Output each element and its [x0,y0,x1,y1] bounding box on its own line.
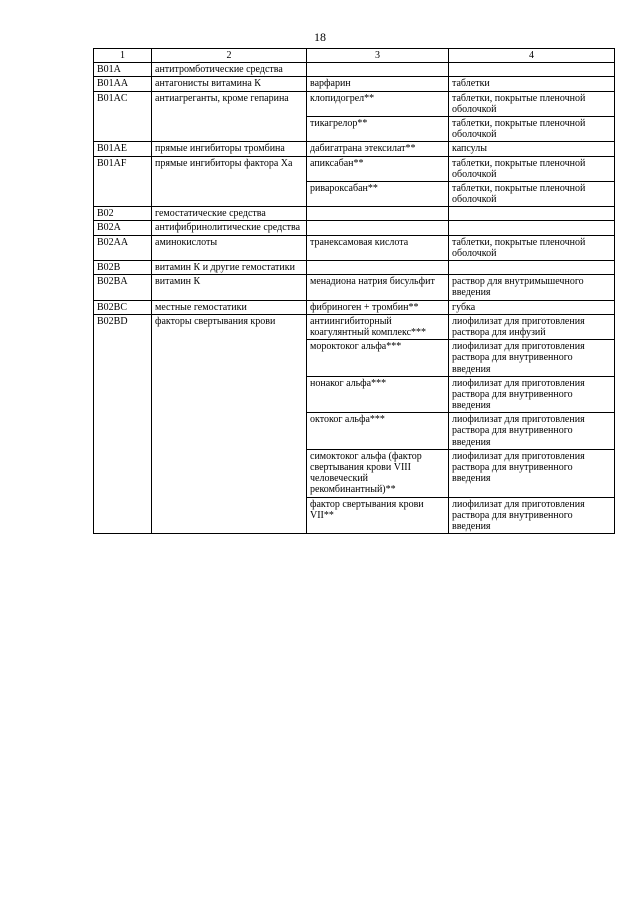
table-header-row [94,49,615,63]
dosage-form-cell: раствор для внутримышечного введения [449,275,615,300]
drug-name-cell: тикагрелор** [307,116,449,141]
table-row [94,221,615,235]
group-name-cell: прямые ингибиторы тромбина [152,142,307,156]
table-row [94,142,615,156]
group-name-cell: аминокислоты [152,235,307,260]
dosage-form-cell: таблетки, покрытые пленочной оболочкой [449,181,615,206]
group-name-cell: прямые ингибиторы фактора Ха [152,156,307,207]
drug-name-cell [307,207,449,221]
atc-code-cell: B01AF [94,156,152,207]
drug-name-cell [307,63,449,77]
dosage-form-cell: таблетки, покрытые пленочной оболочкой [449,116,615,141]
drug-name-cell: фибриноген + тромбин** [307,300,449,314]
drug-name-cell: октоког альфа*** [307,413,449,450]
atc-code-cell: B01AA [94,77,152,91]
atc-code-cell: B01A [94,63,152,77]
dosage-form-cell: лиофилизат для приготовления раствора для внутривенного введения [449,449,615,497]
drug-name-cell: варфарин [307,77,449,91]
group-name-cell: антифибринолитические средства [152,221,307,235]
table-row [94,63,615,77]
dosage-form-cell [449,261,615,275]
group-name-cell: антагонисты витамина К [152,77,307,91]
dosage-form-cell: лиофилизат для приготовления раствора для внутривенного введения [449,376,615,413]
table-body [94,63,615,534]
dosage-form-cell: лиофилизат для приготовления раствора для внутривенного введения [449,340,615,377]
drug-name-cell: мороктоког альфа*** [307,340,449,377]
group-name-cell: витамин К [152,275,307,300]
table-row [94,314,615,339]
drug-name-cell: ривароксабан** [307,181,449,206]
drug-name-cell [307,261,449,275]
atc-code-cell: B02AA [94,235,152,260]
drug-name-cell [307,221,449,235]
drug-name-cell: дабигатрана этексилат** [307,142,449,156]
atc-code-cell: B02BA [94,275,152,300]
table-row [94,300,615,314]
atc-code-cell: B02BD [94,314,152,533]
dosage-form-cell [449,221,615,235]
header-col-4: 4 [449,49,615,63]
dosage-form-cell: лиофилизат для приготовления раствора для внутривенного введения [449,413,615,450]
table-row [94,156,615,181]
dosage-form-cell: таблетки, покрытые пленочной оболочкой [449,235,615,260]
dosage-form-cell: лиофилизат для приготовления раствора для инфузий [449,314,615,339]
dosage-form-cell [449,63,615,77]
atc-code-cell: B02 [94,207,152,221]
dosage-form-cell: таблетки, покрытые пленочной оболочкой [449,91,615,116]
table-row [94,77,615,91]
table-row [94,207,615,221]
group-name-cell: антиагреганты, кроме гепарина [152,91,307,142]
group-name-cell: гемостатические средства [152,207,307,221]
dosage-form-cell: губка [449,300,615,314]
table-row [94,91,615,116]
drug-name-cell: клопидогрел** [307,91,449,116]
header-col-1: 1 [94,49,152,63]
atc-code-cell: B01AE [94,142,152,156]
drug-name-cell: фактор свертывания крови VII** [307,497,449,534]
dosage-form-cell: таблетки [449,77,615,91]
drug-name-cell: менадиона натрия бисульфит [307,275,449,300]
page-number: 18 [314,30,326,44]
group-name-cell: антитромботические средства [152,63,307,77]
group-name-cell: факторы свертывания крови [152,314,307,533]
drug-table [93,48,615,534]
table-row [94,261,615,275]
header-col-3: 3 [307,49,449,63]
dosage-form-cell: таблетки, покрытые пленочной оболочкой [449,156,615,181]
table-row [94,275,615,300]
atc-code-cell: B02A [94,221,152,235]
dosage-form-cell [449,207,615,221]
atc-code-cell: B02BC [94,300,152,314]
dosage-form-cell: капсулы [449,142,615,156]
group-name-cell: местные гемостатики [152,300,307,314]
atc-code-cell: B01AC [94,91,152,142]
drug-name-cell: симоктоког альфа (фактор свертывания крови VIII человеческий рекомбинантный)** [307,449,449,497]
drug-name-cell: апиксабан** [307,156,449,181]
drug-name-cell: антиингибиторный коагулянтный комплекс*** [307,314,449,339]
dosage-form-cell: лиофилизат для приготовления раствора для внутривенного введения [449,497,615,534]
drug-name-cell: нонаког альфа*** [307,376,449,413]
header-col-2: 2 [152,49,307,63]
drug-name-cell: транексамовая кислота [307,235,449,260]
group-name-cell: витамин К и другие гемостатики [152,261,307,275]
table-row [94,235,615,260]
atc-code-cell: B02B [94,261,152,275]
